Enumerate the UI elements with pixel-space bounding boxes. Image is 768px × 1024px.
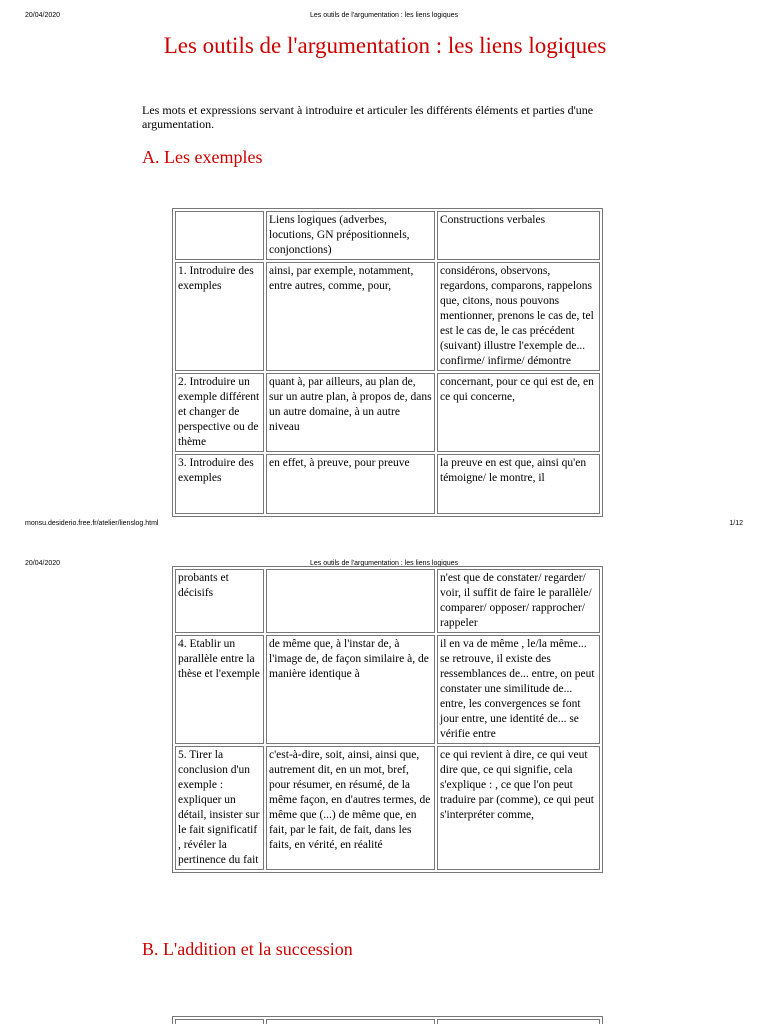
intro-paragraph: Les mots et expressions servant à introduire et articuler les différents éléments et parties d'une argumentation. — [142, 103, 594, 131]
table-cell: 1. Introduire des exemples — [175, 262, 264, 371]
header-date: 20/04/2020 — [25, 560, 61, 567]
table-cell: de même que, à l'instar de, à l'image de, de façon similaire à, de manière identique à — [266, 635, 435, 744]
table-cell — [266, 1019, 435, 1024]
table-row — [175, 262, 600, 371]
table-examples-continued — [172, 566, 603, 873]
table-row — [175, 1019, 600, 1024]
table-row — [175, 454, 600, 514]
table-cell: ainsi, par exemple, notamment, entre autres, comme, pour, — [266, 262, 435, 371]
table-cell: n'est que de constater/ regarder/ voir, il suffit de faire le parallèle/ comparer/ opposer/ rapprocher/ rappeler — [437, 569, 600, 633]
table-cell: quant à, par ailleurs, au plan de, sur un autre plan, à propos de, dans un autre domaine, à un autre niveau — [266, 373, 435, 452]
table-header-cell: Constructions verbales — [437, 211, 600, 260]
table-header-row — [175, 211, 600, 260]
table-cell: 2. Introduire un exemple différent et changer de perspective ou de thème — [175, 373, 264, 452]
header-title: Les outils de l'argumentation : les liens logiques — [309, 12, 459, 19]
table-header-cell: Liens logiques (adverbes, locutions, GN prépositionnels, conjonctions) — [266, 211, 435, 260]
table-cell: considérons, observons, regardons, comparons, rappelons que, citons, nous pouvons mentionner, prenons le cas de, tel est le cas de, le cas précédent (suivant) illustre l'exemple de... confirme/ infirme/ démontre — [437, 262, 600, 371]
table-cell: 4. Etablir un parallèle entre la thèse et l'exemple — [175, 635, 264, 744]
document-title: Les outils de l'argumentation : les liens logiques — [163, 33, 607, 58]
page-header — [0, 12, 768, 24]
table-cell: concernant, pour ce qui est de, en ce qui concerne, — [437, 373, 600, 452]
header-date: 20/04/2020 — [25, 12, 61, 19]
table-row — [175, 746, 600, 870]
page-footer — [0, 520, 768, 532]
table-cell: 3. Introduire des exemples — [175, 454, 264, 514]
table-cell: probants et décisifs — [175, 569, 264, 633]
table-cell: il en va de même , le/la même... se retrouve, il existe des ressemblances de... entre, on peut constater une similitude de... entre, les convergences se font jour entre, une identité de... se vérifie entre — [437, 635, 600, 744]
table-row — [175, 569, 600, 633]
table-cell — [266, 569, 435, 633]
table-cell: 5. Tirer la conclusion d'un exemple : expliquer un détail, insister sur le fait significatif , révéler la pertinence du fait — [175, 746, 264, 870]
table-row — [175, 635, 600, 744]
header-title: Les outils de l'argumentation : les liens logiques — [309, 560, 459, 567]
table-header-cell — [175, 211, 264, 260]
table-examples — [172, 208, 603, 517]
section-heading-a: A. Les exemples — [142, 147, 263, 167]
section-heading-b: B. L'addition et la succession — [142, 939, 353, 959]
table-cell: la preuve en est que, ainsi qu'en témoigne/ le montre, il — [437, 454, 600, 514]
table-cell: ce qui revient à dire, ce qui veut dire que, ce qui signifie, cela s'explique : , ce que l'on peut traduire par (comme), ce qui peut s'interpréter comme, — [437, 746, 600, 870]
table-cell — [437, 1019, 600, 1024]
table-cell — [175, 1019, 264, 1024]
pdf-page-2 — [0, 548, 768, 1024]
table-cell: en effet, à preuve, pour preuve — [266, 454, 435, 514]
table-addition — [172, 1016, 603, 1024]
table-cell: c'est-à-dire, soit, ainsi, ainsi que, autrement dit, en un mot, bref, pour résumer, en résumé, de la même façon, en d'autres termes, de même que (...) de même que, en fait, par le fait, de fait, dans les faits, en vérité, en réalité — [266, 746, 435, 870]
table-row — [175, 373, 600, 452]
footer-page-number: 1/12 — [729, 520, 743, 527]
footer-url: monsu.desiderio.free.fr/atelier/lienslog.html — [25, 520, 159, 527]
